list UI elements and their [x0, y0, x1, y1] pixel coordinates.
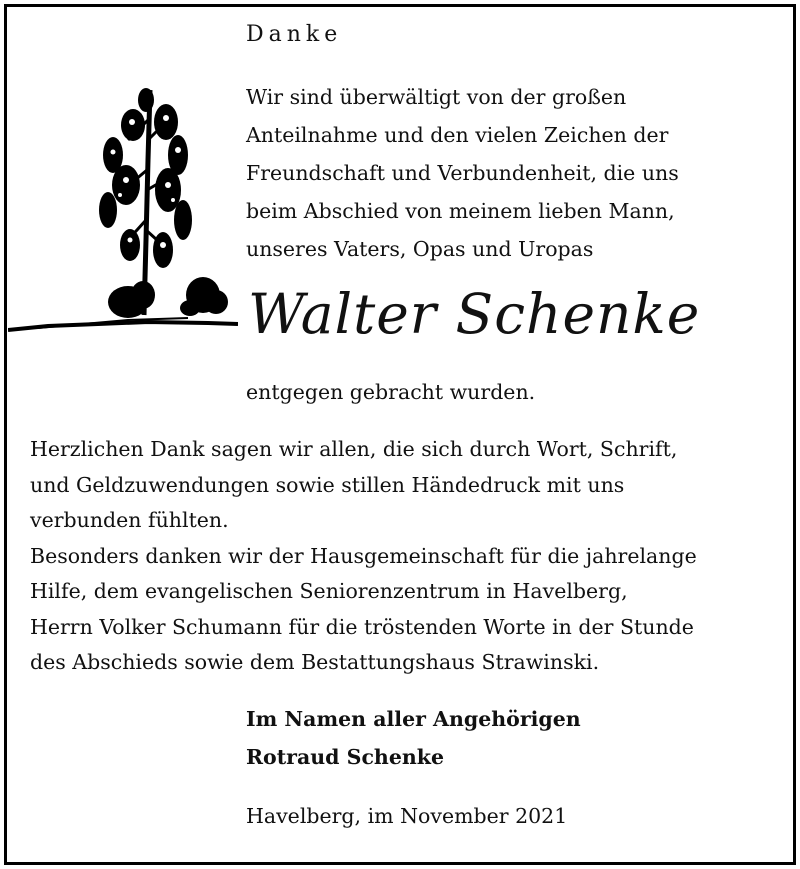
intro-line: Freundschaft und Verbundenheit, die uns [246, 161, 679, 185]
thanks-paragraph [30, 432, 697, 681]
deceased-name: Walter Schenke [248, 282, 701, 346]
signature-name: Rotraud Schenke [246, 745, 445, 769]
signature-block [246, 700, 581, 776]
body-line: Herrn Volker Schumann für die tröstenden Worte in der Stunde [30, 614, 694, 639]
intro-line: Anteilnahme und den vielen Zeichen der [246, 123, 669, 147]
signature-line: Im Namen aller Angehörigen [246, 707, 581, 731]
intro-paragraph [246, 78, 679, 268]
place-and-date: Havelberg, im November 2021 [246, 804, 568, 828]
intro-line: unseres Vaters, Opas und Uropas [246, 237, 594, 261]
after-name-text: entgegen gebracht wurden. [246, 380, 536, 404]
body-line: Herzlichen Dank sagen wir allen, die sich durch Wort, Schrift, [30, 437, 678, 461]
body-line: und Geldzuwendungen sowie stillen Händedruck mit uns [30, 472, 625, 497]
body-line: Besonders danken wir der Hausgemeinschaft für die jahrelange [30, 543, 697, 568]
notice-heading: Danke [246, 22, 343, 47]
birch-tree-illustration [8, 80, 238, 342]
body-line: verbunden fühlten. [30, 508, 229, 532]
intro-line: Wir sind überwältigt von der großen [246, 85, 627, 109]
intro-line: beim Abschied von meinem lieben Mann, [246, 199, 675, 223]
body-line: des Abschieds sowie dem Bestattungshaus Strawinski. [30, 650, 600, 674]
body-line: Hilfe, dem evangelischen Seniorenzentrum in Havelberg, [30, 579, 628, 603]
